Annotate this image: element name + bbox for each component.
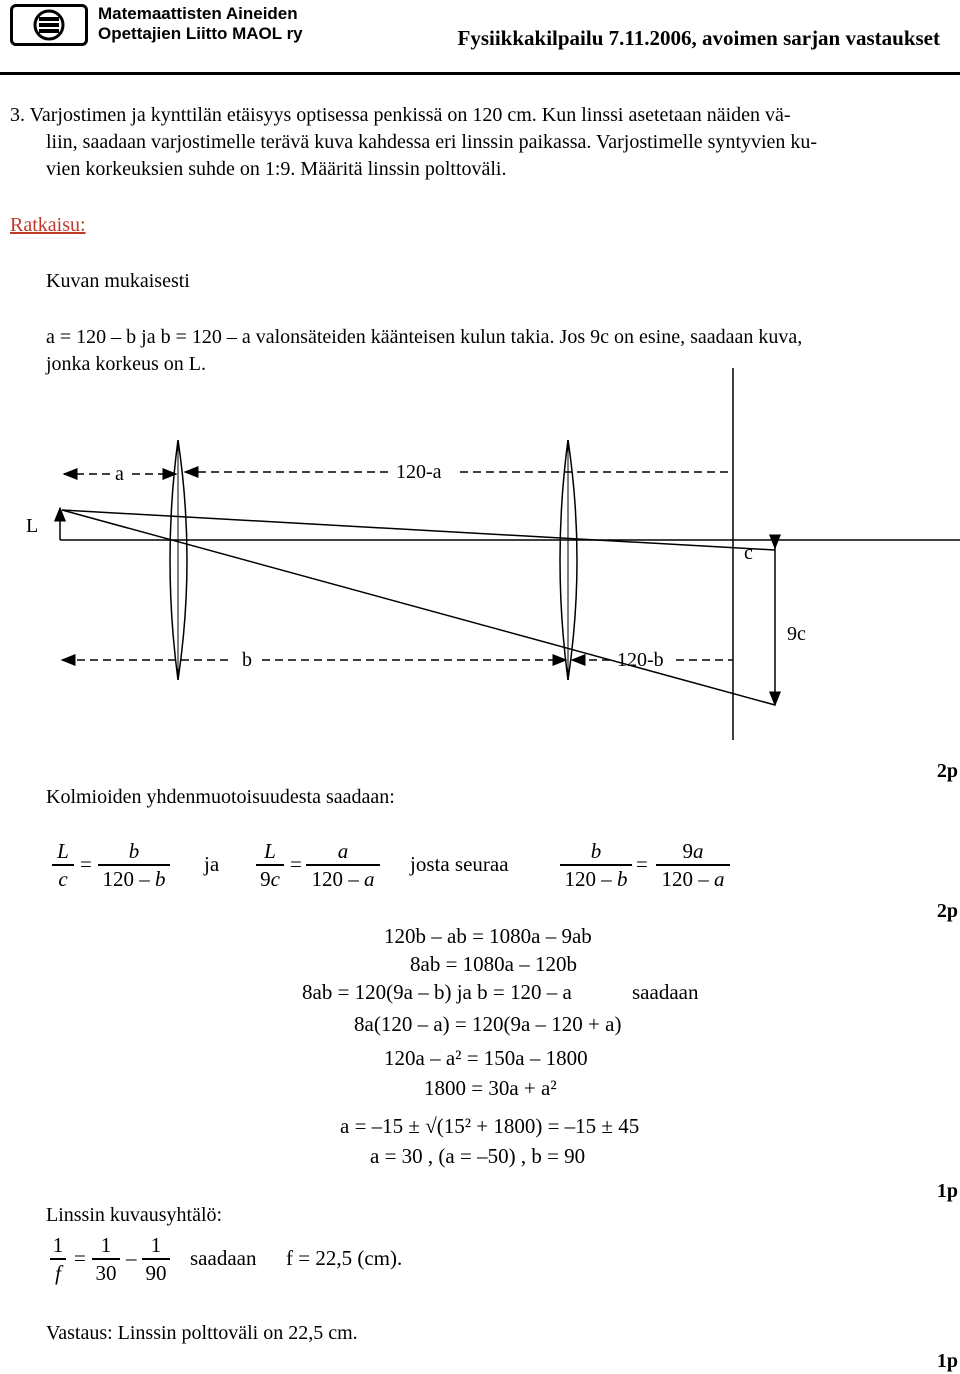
header-rule: [0, 72, 960, 75]
frac-1-over-90: 1 90: [142, 1232, 170, 1286]
problem-line-1: 3. Varjostimen ja kynttilän etäisyys optisessa penkissä on 120 cm. Kun linssi asetetaan näiden vä-: [10, 104, 791, 126]
problem-line-3: vien korkeuksien suhde on 1:9. Määritä linssin polttoväli.: [46, 158, 507, 180]
lens-2-left: [560, 440, 568, 680]
equals-2: =: [290, 852, 302, 876]
equation-3-saadaan: saadaan: [632, 980, 699, 1004]
label-L: L: [26, 515, 39, 537]
frac-1-over-f: 1 f: [50, 1232, 66, 1286]
org-name-line1: Matemaattisten Aineiden: [98, 4, 298, 23]
frac-b-over-120-b-2: b 120 – b: [560, 838, 632, 892]
org-name-line2: Opettajien Liitto MAOL ry: [98, 24, 303, 43]
equation-5: 120a – a² = 150a – 1800: [384, 1046, 588, 1070]
lens-diagram: [0, 360, 960, 750]
label-120-b: 120-b: [617, 649, 664, 671]
similarity-text: Kolmioiden yhdenmuotoisuudesta saadaan:: [46, 786, 395, 808]
equals-1: =: [80, 852, 92, 876]
focal-length-result: f = 22,5 (cm).: [286, 1246, 403, 1270]
points-badge-1: 2p: [936, 760, 958, 782]
solution-heading: Ratkaisu:: [10, 214, 86, 236]
page-header-title: Fysiikkakilpailu 7.11.2006, avoimen sarjan vastaukset: [457, 26, 940, 50]
logo-emblem-icon: [13, 7, 85, 43]
solution-para-1: a = 120 – b ja b = 120 – a valonsäteiden käänteisen kulun takia. Jos 9c on esine, saadaan kuva,: [46, 326, 803, 348]
solution-intro: Kuvan mukaisesti: [46, 270, 190, 292]
lens-1-left: [170, 440, 178, 680]
equals-3: =: [636, 852, 648, 876]
equation-8: a = 30 , (a = –50) , b = 90: [370, 1144, 586, 1168]
lens-1-right: [178, 440, 187, 680]
label-9c: 9c: [787, 623, 806, 645]
answer-text: Vastaus: Linssin polttoväli on 22,5 cm.: [46, 1322, 358, 1344]
frac-L-over-c: L c: [52, 838, 74, 892]
label-a: a: [115, 463, 124, 485]
frac-b-over-120-b: b 120 – b: [98, 838, 170, 892]
lens-2-right: [568, 440, 577, 680]
lens-equation-label: Linssin kuvausyhtälö:: [46, 1204, 223, 1226]
solution-para-2: jonka korkeus on L.: [46, 353, 206, 375]
equation-7: a = –15 ± √(15² + 1800) = –15 ± 45: [340, 1114, 640, 1138]
equation-6: 1800 = 30a + a²: [424, 1076, 557, 1100]
points-badge-3: 1p: [936, 1180, 958, 1202]
ja-text: ja: [204, 852, 220, 876]
maol-logo: [10, 4, 88, 46]
equals-4: =: [74, 1246, 86, 1270]
ray-upper: [62, 510, 775, 550]
equation-1: 120b – ab = 1080a – 9ab: [384, 924, 592, 948]
minus-sign: –: [126, 1246, 137, 1270]
frac-9a-over-120-a: 9a 120 – a: [656, 838, 730, 892]
points-badge-4: 1p: [936, 1350, 958, 1372]
josta-text: josta seuraa: [410, 852, 509, 876]
equation-4: 8a(120 – a) = 120(9a – 120 + a): [354, 1012, 622, 1036]
frac-a-over-120-a: a 120 – a: [306, 838, 380, 892]
label-120-a: 120-a: [396, 461, 442, 483]
label-b: b: [242, 649, 252, 671]
frac-L-over-9c: L 9c: [256, 838, 284, 892]
problem-line-2: liin, saadaan varjostimelle terävä kuva kahdessa eri linssin paikassa. Varjostimelle syntyvien ku-: [46, 131, 818, 153]
points-badge-2: 2p: [936, 900, 958, 922]
equation-2: 8ab = 1080a – 120b: [410, 952, 577, 976]
frac-1-over-30: 1 30: [92, 1232, 120, 1286]
equation-3: 8ab = 120(9a – b) ja b = 120 – a: [302, 980, 572, 1004]
label-c: c: [744, 542, 753, 564]
saadaan-text: saadaan: [190, 1246, 257, 1270]
